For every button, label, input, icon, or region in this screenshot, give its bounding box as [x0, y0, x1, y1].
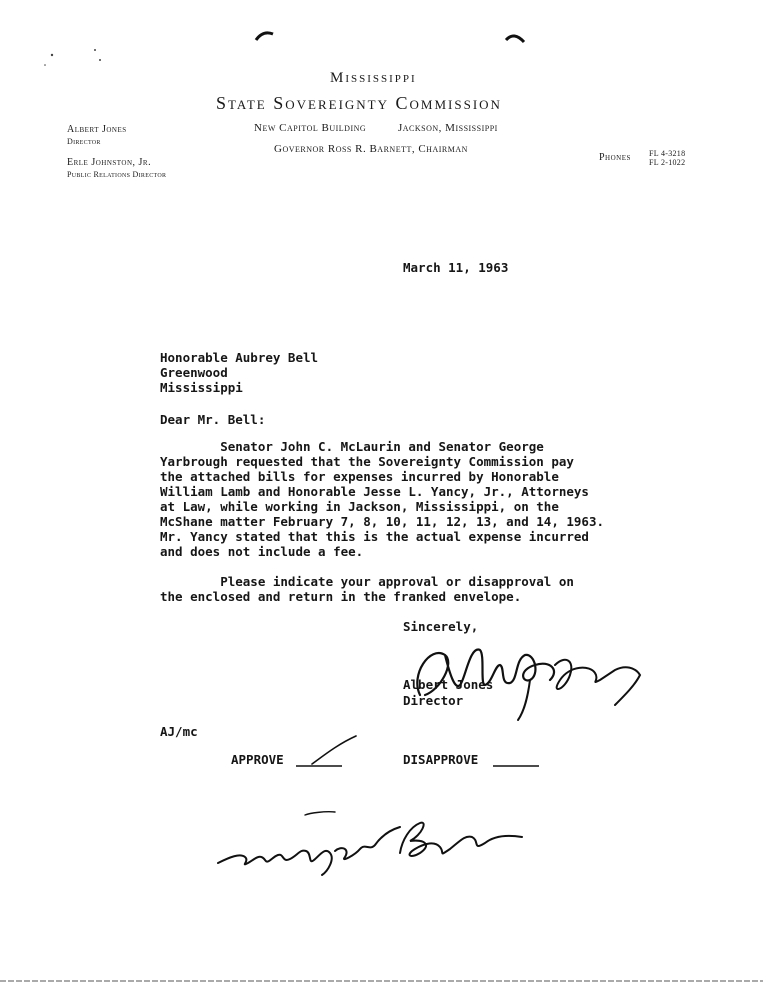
paragraph-line: Yarbrough requested that the Sovereignty Commission pay — [160, 454, 574, 469]
paragraph-line: the attached bills for expenses incurred by Honorable — [160, 469, 559, 484]
recipient-line: Honorable Aubrey Bell — [160, 350, 319, 365]
letterhead-state: Mississippi — [330, 70, 417, 86]
letterhead-ornament-right-icon — [503, 30, 527, 46]
letterhead-director-title: Director — [67, 137, 101, 146]
letterhead-pr-title: Public Relations Director — [67, 170, 167, 179]
letterhead-address-city: Jackson, Mississippi — [398, 122, 498, 134]
punch-mark-icon — [40, 45, 110, 75]
letterhead-pr-name: Erle Johnston, Jr. — [67, 157, 152, 168]
body-paragraph-2 — [160, 574, 574, 604]
recipient-line: Mississippi — [160, 380, 243, 395]
letterhead-ornament-left-icon — [253, 28, 277, 44]
disapprove-label: DISAPPROVE — [403, 752, 479, 767]
approve-check-mark-icon — [308, 732, 360, 768]
salutation: Dear Mr. Bell: — [160, 412, 266, 427]
letterhead-director-name: Albert Jones — [67, 124, 127, 135]
scan-bottom-edge — [0, 979, 763, 983]
typist-initials: AJ/mc — [160, 724, 198, 739]
paragraph-line: Mr. Yancy stated that this is the actual expense incurred — [160, 529, 589, 544]
paragraph-line: the enclosed and return in the franked envelope. — [160, 589, 522, 604]
closing: Sincerely, — [403, 619, 479, 634]
body-paragraph-1 — [160, 439, 604, 559]
approve-label: APPROVE — [231, 752, 284, 767]
paragraph-line: William Lamb and Honorable Jesse L. Yancy, Jr., Attorneys — [160, 484, 589, 499]
recipient-signature-icon — [210, 805, 530, 880]
paragraph-line: at Law, while working in Jackson, Mississippi, on the — [160, 499, 559, 514]
paragraph-line: and does not include a fee. — [160, 544, 364, 559]
letterhead-governor: Governor Ross R. Barnett, Chairman — [274, 143, 468, 155]
letterhead-address-building: New Capitol Building — [254, 122, 367, 134]
recipient-line: Greenwood — [160, 365, 228, 380]
disapprove-blank-line — [493, 764, 541, 768]
paragraph-line: McShane matter February 7, 8, 10, 11, 12, 13, and 14, 1963. — [160, 514, 605, 529]
letterhead-phone-1: FL 4-3218 — [649, 149, 686, 158]
letterhead-phones-label: Phones — [599, 152, 631, 163]
director-signature-icon — [400, 635, 650, 725]
letterhead-phone-2: FL 2-1022 — [649, 158, 686, 167]
letterhead-commission: State Sovereignty Commission — [216, 93, 502, 113]
signer-name: Albert Jones — [403, 677, 494, 692]
letter-date: March 11, 1963 — [403, 260, 509, 275]
paragraph-line: Please indicate your approval or disapproval on — [160, 574, 574, 589]
recipient-block — [160, 350, 318, 395]
paragraph-line: Senator John C. McLaurin and Senator George — [160, 439, 544, 454]
signer-title: Director — [403, 693, 464, 708]
